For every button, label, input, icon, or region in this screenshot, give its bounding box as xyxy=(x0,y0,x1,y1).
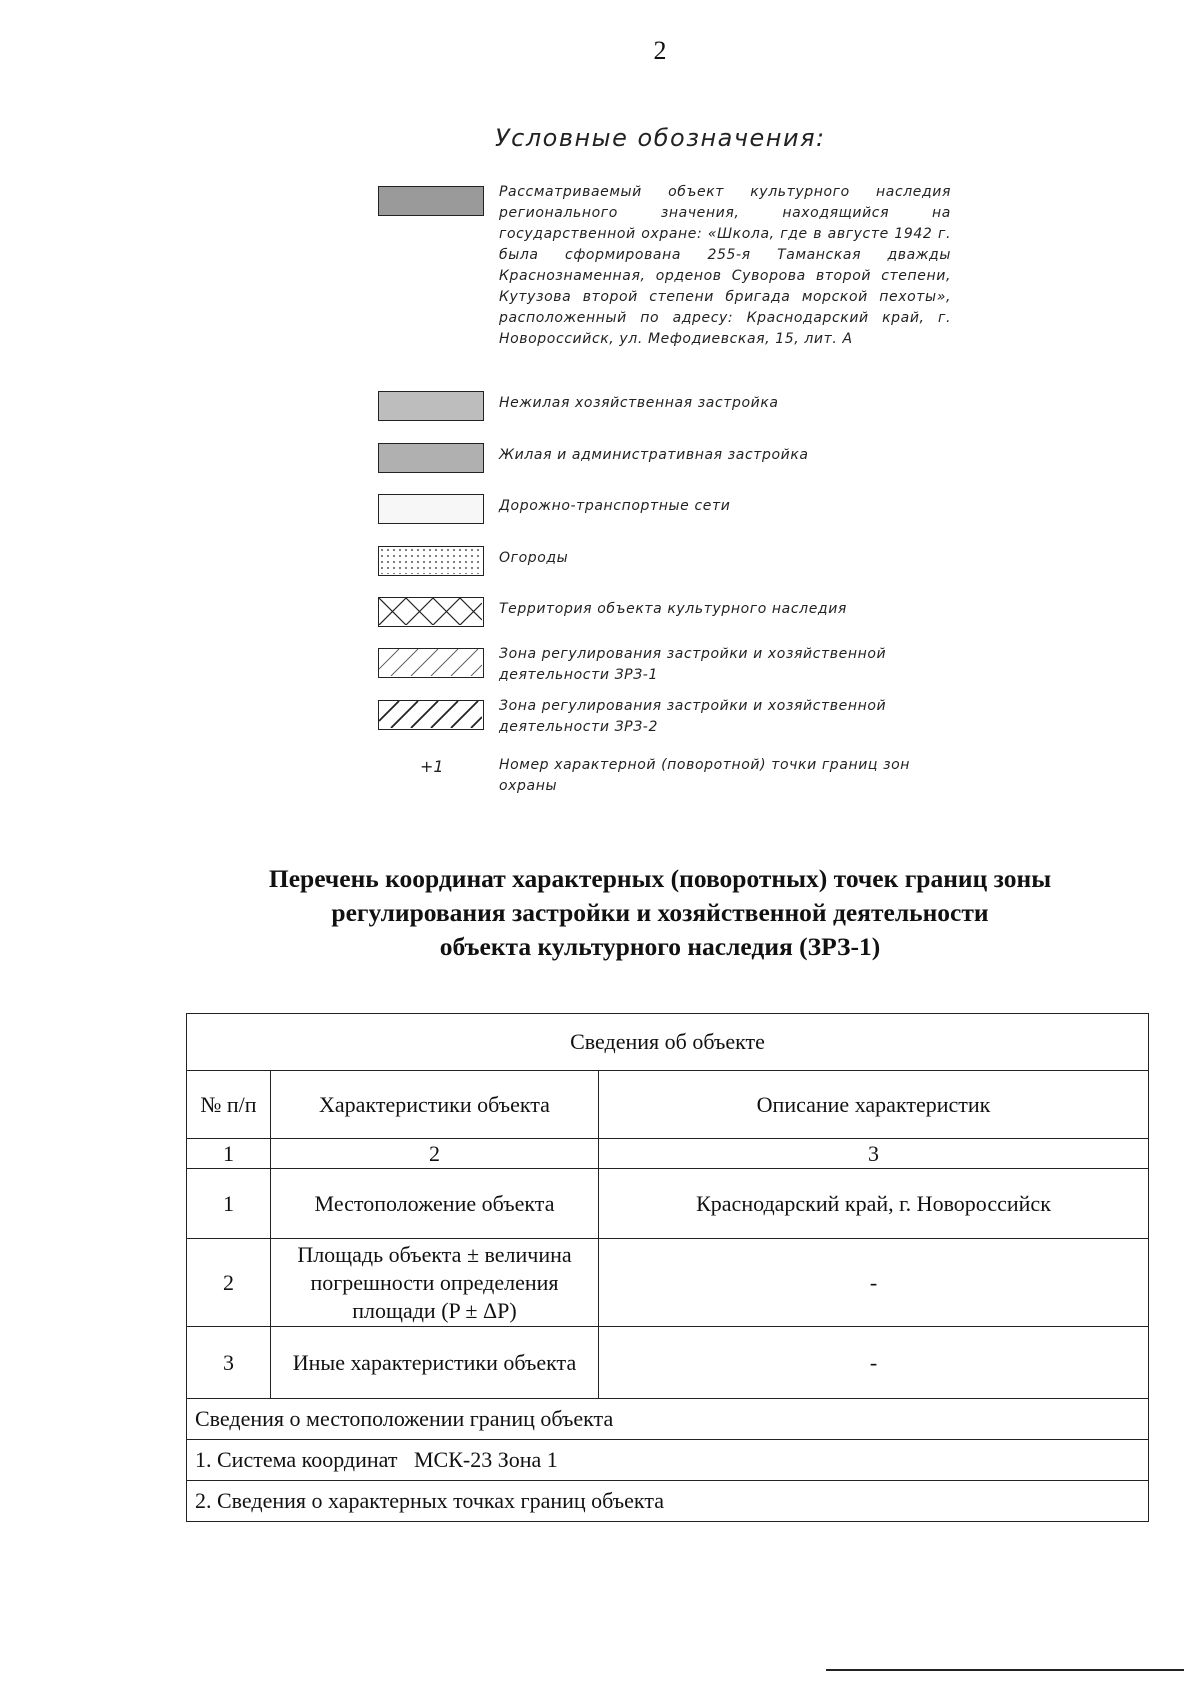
column-number: 2 xyxy=(271,1139,599,1169)
header-number: № п/п xyxy=(187,1071,271,1139)
coordinate-system-row xyxy=(187,1440,1149,1481)
row-characteristic: Площадь объекта ± величина погрешности определения площади (P ± ΔP) xyxy=(271,1239,599,1327)
bottom-rule xyxy=(826,1669,1184,1671)
coordinate-system: 1. Система координат МСК-23 Зона 1 xyxy=(187,1440,1149,1481)
object-info-table xyxy=(186,1013,1149,1522)
legend-text-gardens: Огороды xyxy=(499,550,569,566)
points-header-row xyxy=(187,1481,1149,1522)
swatch-road-network xyxy=(378,494,484,524)
legend-text-residential: Жилая и административная застройка xyxy=(499,447,809,463)
legend-text-zrz-1: Зона регулирования застройки и хозяйственной деятельности ЗРЗ-1 xyxy=(499,646,887,683)
legend-text-turning-point: Номер характерной (поворотной) точки границ зон охраны xyxy=(499,757,911,794)
table-title: Сведения об объекте xyxy=(187,1014,1149,1071)
table-header-row xyxy=(187,1071,1149,1139)
document-heading xyxy=(150,862,1170,964)
column-number: 3 xyxy=(599,1139,1149,1169)
swatch-residential xyxy=(378,443,484,473)
column-number-row xyxy=(187,1139,1149,1169)
column-number: 1 xyxy=(187,1139,271,1169)
page-number: 2 xyxy=(653,36,667,65)
swatch-heritage-object xyxy=(378,186,484,216)
swatch-non-residential xyxy=(378,391,484,421)
row-characteristic: Иные характеристики объекта xyxy=(271,1327,599,1399)
row-number: 1 xyxy=(187,1169,271,1239)
row-number: 3 xyxy=(187,1327,271,1399)
header-characteristic: Характеристики объекта xyxy=(271,1071,599,1139)
swatch-heritage-territory xyxy=(378,597,484,627)
table-row xyxy=(187,1239,1149,1327)
row-description: - xyxy=(599,1239,1149,1327)
table-title-row xyxy=(187,1014,1149,1071)
legend-text-zrz-2: Зона регулирования застройки и хозяйственной деятельности ЗРЗ-2 xyxy=(499,698,887,735)
legend-text-non-residential: Нежилая хозяйственная застройка xyxy=(499,395,779,411)
row-description: Краснодарский край, г. Новороссийск xyxy=(599,1169,1149,1239)
points-header: 2. Сведения о характерных точках границ объекта xyxy=(187,1481,1149,1522)
row-characteristic: Местоположение объекта xyxy=(271,1169,599,1239)
heading-line-2: регулирования застройки и хозяйственной деятельности xyxy=(331,898,989,927)
swatch-zrz-1 xyxy=(378,648,484,678)
row-description: - xyxy=(599,1327,1149,1399)
header-description: Описание характеристик xyxy=(599,1071,1149,1139)
legend-text-road-network: Дорожно-транспортные сети xyxy=(499,498,731,514)
heading-line-3: объекта культурного наследия (ЗРЗ-1) xyxy=(439,932,881,961)
row-number: 2 xyxy=(187,1239,271,1327)
location-header: Сведения о местоположении границ объекта xyxy=(187,1399,1149,1440)
turning-point-marker: +1 xyxy=(420,757,444,776)
swatch-zrz-2 xyxy=(378,700,484,730)
heading-line-1: Перечень координат характерных (поворотных) точек границ зоны xyxy=(268,864,1052,893)
table-row xyxy=(187,1327,1149,1399)
legend-text-heritage-object: Рассматриваемый объект культурного наследия регионального значения, находящийся на государственной охране: «Школа, где в августе 1942 г. была сформирована 255-я Таманская дважды Краснознаменная, орденов Суворова второй степени, Кутузова второй степени бригада морской пехоты», расположенный по адресу: Краснодарский край, г. Новороссийск, ул. Мефодиевская, 15, лит. А xyxy=(499,184,951,347)
legend-title: Условные обозначения: xyxy=(495,124,826,152)
legend-text-heritage-territory: Территория объекта культурного наследия xyxy=(499,601,847,617)
swatch-gardens xyxy=(378,546,484,576)
table-row xyxy=(187,1169,1149,1239)
location-header-row xyxy=(187,1399,1149,1440)
